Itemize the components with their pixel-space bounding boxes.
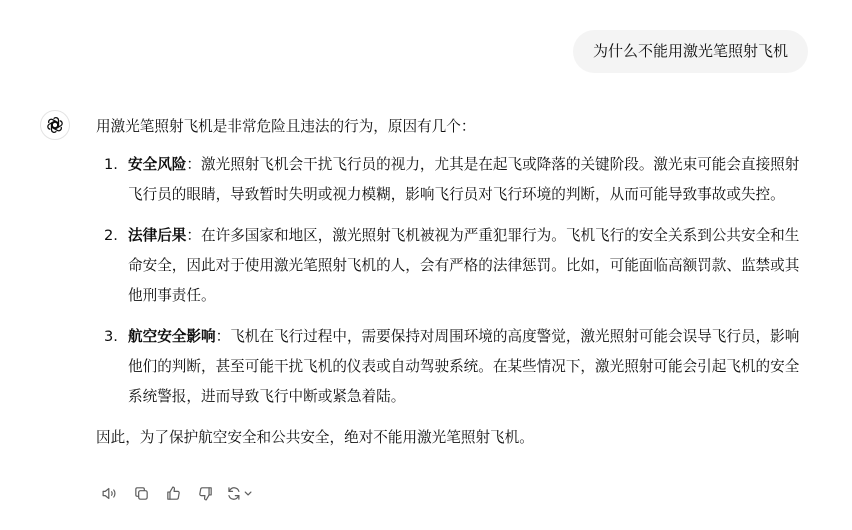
read-aloud-button[interactable]: [96, 482, 122, 504]
copy-icon: [133, 485, 150, 502]
answer-intro: 用激光笔照射飞机是非常危险且违法的行为，原因有几个：: [96, 118, 476, 135]
answer-point-colon: ：: [215, 328, 231, 345]
thumbs-up-icon: [165, 485, 182, 502]
answer-point: [128, 322, 812, 412]
message-action-bar: [96, 482, 258, 504]
thumbs-down-icon: [197, 485, 214, 502]
answer-point-colon: ：: [186, 156, 201, 173]
answer-point: [128, 150, 812, 210]
user-message-text: 为什么不能用激光笔照射飞机: [592, 42, 788, 60]
refresh-icon: [226, 485, 256, 502]
user-message-bubble: [573, 30, 808, 73]
speaker-icon: [101, 485, 118, 502]
assistant-message: [96, 112, 812, 453]
answer-point-text: 飞机在飞行过程中，需要保持对周围环境的高度警觉，激光照射可能会误导飞行员，影响他们的判断，甚至可能干扰飞机的仪表或自动驾驶系统。在某些情况下，激光照射可能会引起飞机的安全系统警报，进而导致飞行中断或紧急着陆。: [128, 328, 800, 405]
answer-point: [128, 221, 812, 311]
answer-point-text: 在许多国家和地区，激光照射飞机被视为严重犯罪行为。飞机飞行的安全关系到公共安全和生命安全，因此对于使用激光笔照射飞机的人，会有严格的法律惩罚。比如，可能面临高额罚款、监禁或其他刑事责任。: [128, 227, 800, 304]
openai-logo-icon: [45, 115, 65, 135]
answer-point-text: 激光照射飞机会干扰飞行员的视力，尤其是在起飞或降落的关键阶段。激光束可能会直接照射飞行员的眼睛，导致暂时失明或视力模糊，影响飞行员对飞行环境的判断，从而可能导致事故或失控。: [128, 156, 800, 203]
bad-response-button[interactable]: [192, 482, 218, 504]
answer-point-title: 法律后果: [128, 227, 187, 244]
chevron-down-icon: [245, 492, 251, 495]
good-response-button[interactable]: [160, 482, 186, 504]
answer-point-colon: ：: [186, 227, 201, 244]
answer-point-title: 航空安全影响: [128, 328, 216, 345]
copy-button[interactable]: [128, 482, 154, 504]
regenerate-button[interactable]: [224, 482, 258, 504]
answer-conclusion: 因此，为了保护航空安全和公共安全，绝对不能用激光笔照射飞机。: [96, 429, 534, 446]
assistant-avatar: [40, 110, 70, 140]
answer-point-title: 安全风险: [128, 156, 187, 173]
answer-point-list: [96, 150, 812, 412]
